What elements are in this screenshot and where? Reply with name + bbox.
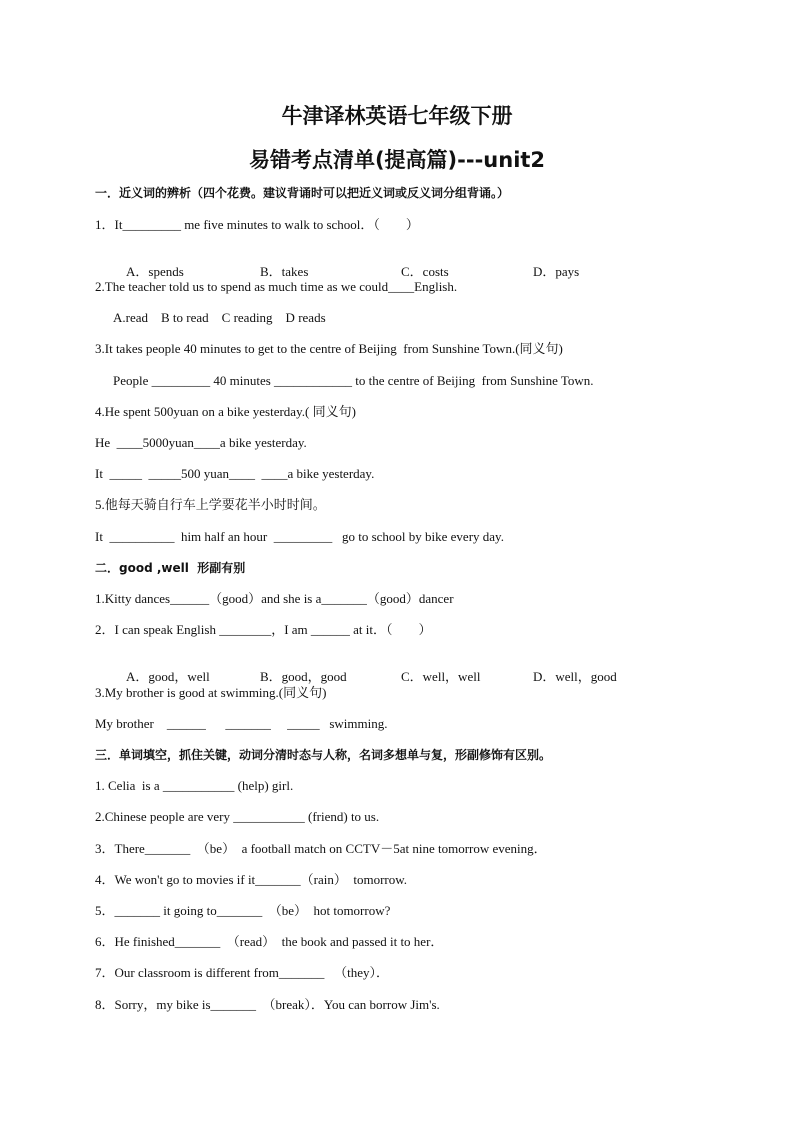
section2-heading: 二．good ,well 形副有别	[95, 561, 246, 575]
s1-q5-answer: It __________ him half an hour _________ go to school by bike every day.	[95, 529, 504, 544]
s2-question-3: 3.My brother is good at swimming.(同义句)	[95, 685, 327, 700]
s2-question-2: 2．I can speak English ________，I am ______ at it．（ ）	[95, 622, 432, 637]
page-title: 牛津译林英语七年级下册	[281, 104, 513, 128]
s1-question-5: 5.他每天骑自行车上学要花半小时时间。	[95, 497, 326, 512]
s3-item: 1. Celia is a ___________ (help) girl.	[95, 778, 294, 793]
s3-item: 2.Chinese people are very ___________ (friend) to us.	[95, 809, 380, 824]
option-d: D．well，good	[533, 669, 617, 684]
s2-question-1: 1.Kitty dances______（good）and she is a_______（good）dancer	[95, 591, 454, 606]
option-b: B．good，good	[260, 669, 347, 684]
s3-item: 7．Our classroom is different from_______ （they）．	[95, 965, 390, 980]
s1-q3-answer: People _________ 40 minutes ____________ to the centre of Beijing from Sunshine Town.	[113, 373, 594, 388]
s1-question-3: 3.It takes people 40 minutes to get to the centre of Beijing from Sunshine Town.(同义句)	[95, 341, 563, 356]
s3-item: 5．_______ it going to_______ （be） hot tomorrow?	[95, 903, 391, 918]
s1-q2-options: A.read B to read C reading D reads	[113, 310, 326, 325]
option-a: A．good，well	[126, 669, 210, 684]
option-c: C．well，well	[401, 669, 481, 684]
section3-heading: 三．单词填空，抓住关键，动词分清时态与人称，名词多想单与复，形副修饰有区别。	[95, 748, 552, 762]
option-d: D．pays	[533, 264, 580, 279]
s3-item: 8．Sorry，my bike is_______ （break）．You can borrow Jim's.	[95, 997, 440, 1012]
section1-heading: 一．近义词的辨析（四个花费。建议背诵时可以把近义词或反义词分组背诵。）	[95, 186, 510, 200]
s3-item: 4．We won't go to movies if it_______（rain） tomorrow.	[95, 872, 408, 887]
s3-item: 6．He finished_______ （read） the book and passed it to her．	[95, 934, 444, 949]
s1-question-4: 4.He spent 500yuan on a bike yesterday.( 同义句)	[95, 404, 356, 419]
s1-q4-answer-b: It _____ _____500 yuan____ ____a bike yesterday.	[95, 466, 375, 481]
s1-question-1: 1．It_________ me five minutes to walk to school．（ ）	[95, 217, 419, 232]
option-c: C．costs	[401, 264, 449, 279]
page-subtitle: 易错考点清单(提高篇)---unit2	[248, 148, 546, 172]
s1-question-2: 2.The teacher told us to spend as much time as we could____English.	[95, 279, 458, 294]
s3-item: 3．There_______ （be） a football match on CCTV－5at nine tomorrow evening．	[95, 841, 547, 856]
option-b: B．takes	[260, 264, 309, 279]
option-a: A．spends	[126, 264, 184, 279]
s2-q3-answer: My brother ______ _______ _____ swimming.	[95, 716, 388, 731]
s1-q4-answer-a: He ____5000yuan____a bike yesterday.	[95, 435, 307, 450]
